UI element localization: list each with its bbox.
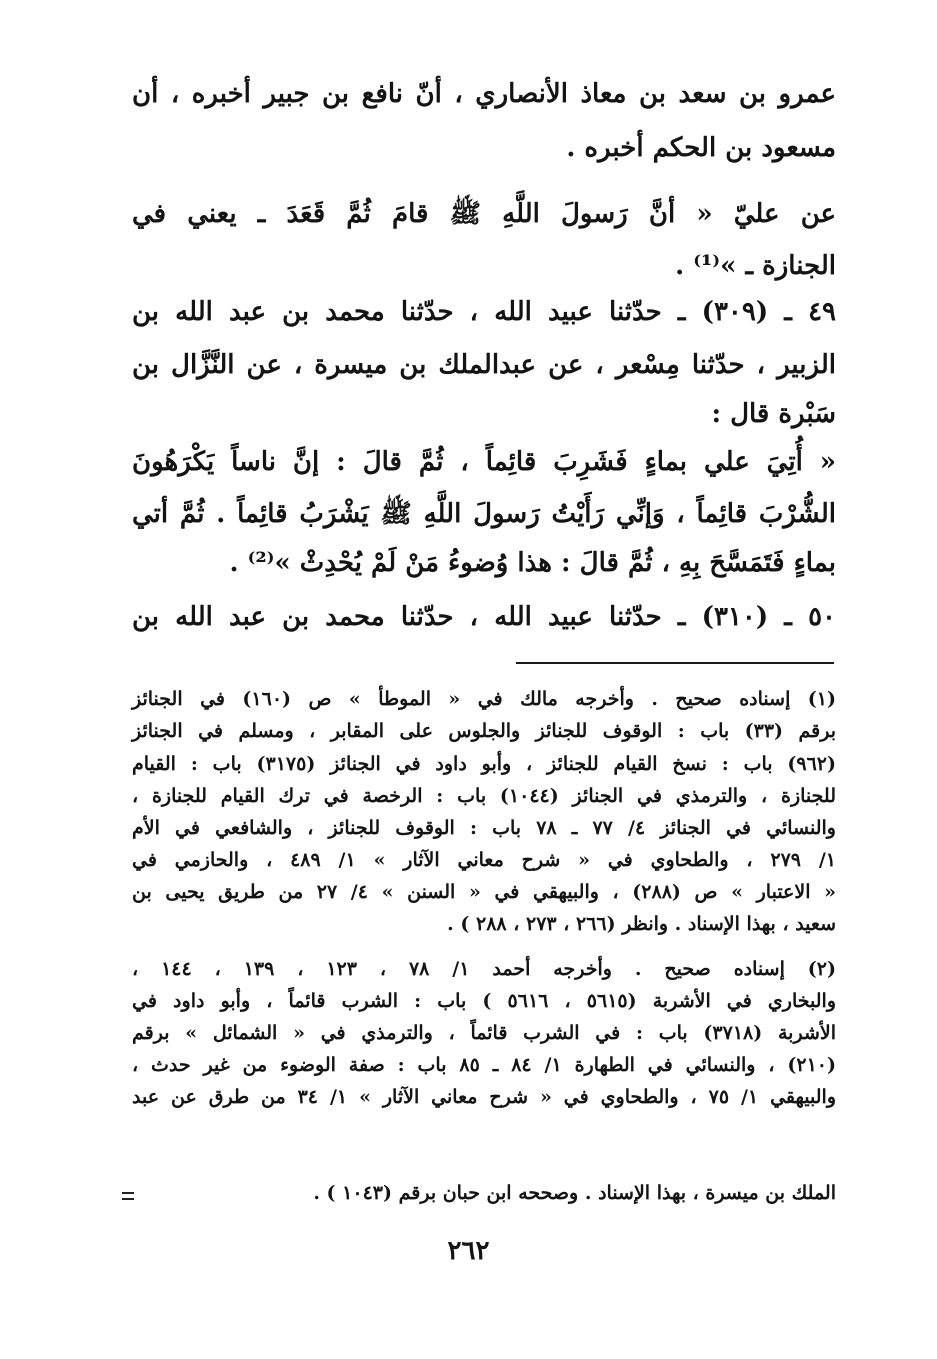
- footnote-line: (٢) إسناده صحيح . وأخرجه أحمد ١/ ٧٨ ، ١٢٣ ، ١٣٩ ، ١٤٤ ،: [132, 958, 836, 980]
- margin-mark: [122, 1192, 134, 1200]
- footnote-line: ١/ ٢٧٩ ، والطحاوي في « شرح معاني الآثار » ١/ ٤٨٩ ، والحازمي في: [132, 849, 836, 871]
- footnote-line: الملك بن ميسرة ، بهذا الإسناد . وصححه ابن حبان برقم (١٠٤٣ ) .: [313, 1182, 836, 1204]
- main-line: عن عليّ « أنَّ رَسولَ اللَّهِ ﷺ قامَ ثُمَّ قَعَدَ ـ يعني في: [132, 199, 836, 229]
- main-line: ٤٩ ـ (٣٠٩) ـ حدّثنا عبيد الله ، حدّثنا محمد بن عبد الله بن: [132, 297, 836, 327]
- footnote-line: والبيهقي ١/ ٧٥ ، والطحاوي في « شرح معاني الآثار » ١/ ٣٤ من طرق عن عبد: [132, 1086, 836, 1108]
- footnote-line: والبخاري في الأشربة (٥٦١٥ ، ٥٦١٦ ) باب : الشرب قائماً ، وأبو داود في: [132, 990, 837, 1012]
- footnote-line: « الاعتبار » ص (٢٨٨) ، والبيهقي في « السنن » ٤/ ٢٧ من طريق يحيى بن: [132, 881, 836, 903]
- footnote-line: (٩٦٢) باب : نسخ القيام للجنائز ، وأبو داود في الجنائز (٣١٧٥) باب : القيام: [132, 753, 837, 775]
- main-line: ٥٠ ـ (٣١٠) ـ حدّثنا عبيد الله ، حدّثنا محمد بن عبد الله بن: [132, 602, 836, 632]
- footnote-line: للجنازة ، والترمذي في الجنائز (١٠٤٤) باب : الرخصة في ترك القيام للجنازة ،: [132, 785, 836, 807]
- main-line: مسعود بن الحكم أخبره .: [566, 133, 836, 163]
- main-line: الجنازة ـ »⁽¹⁾ .: [675, 251, 836, 281]
- footnote-line: (٢١٠) ، والنسائي في الطهارة ١/ ٨٤ ـ ٨٥ باب : صفة الوضوء من غير حدث ،: [132, 1054, 836, 1076]
- footnote-line: الأشربة (٣٧١٨) باب : في الشرب قائماً ، والترمذي في « الشمائل » برقم: [132, 1022, 836, 1044]
- footnote-separator: [516, 662, 834, 664]
- main-line: بماءٍ فَتَمَسَّحَ بِهِ ، ثُمَّ قالَ : هذا وُضوءُ مَنْ لَمْ يُحْدِثْ »⁽²⁾ .: [229, 548, 836, 578]
- main-line: « أُتِيَ علي بماءٍ فَشَرِبَ قائِماً ، ثُمَّ قالَ : إنَّ ناساً يَكْرَهُونَ: [132, 447, 836, 477]
- page-number: ٢٦٢: [447, 1236, 490, 1266]
- main-line: عمرو بن سعد بن معاذ الأنصاري ، أنّ نافع بن جبير أخبره ، أن: [132, 79, 836, 109]
- footnote-line: سعيد ، بهذا الإسناد . وانظر (٢٦٦ ، ٢٧٣ ، ٢٨٨ ) .: [447, 913, 836, 935]
- footnote-line: والنسائي في الجنائز ٤/ ٧٧ ـ ٧٨ باب : الوقوف للجنائز ، والشافعي في الأم: [132, 817, 836, 839]
- footnote-line: برقم (٣٣) باب : الوقوف للجنائز والجلوس على المقابر ، ومسلم في الجنائز: [132, 720, 836, 742]
- footnote-line: (١) إسناده صحيح . وأخرجه مالك في « الموطأ » ص (١٦٠) في الجنائز: [132, 688, 836, 710]
- main-line: سَبْرة قال :: [711, 399, 836, 429]
- main-line: الشُّرْبَ قائِماً ، وَإنِّي رَأَيْتُ رَسولَ اللَّهِ ﷺ يَشْرَبُ قائِماً . ثُمَّ أتي: [132, 499, 836, 529]
- main-line: الزبير ، حدّثنا مِسْعر ، عن عبدالملك بن ميسرة ، عن النَّزَّال بن: [132, 350, 836, 380]
